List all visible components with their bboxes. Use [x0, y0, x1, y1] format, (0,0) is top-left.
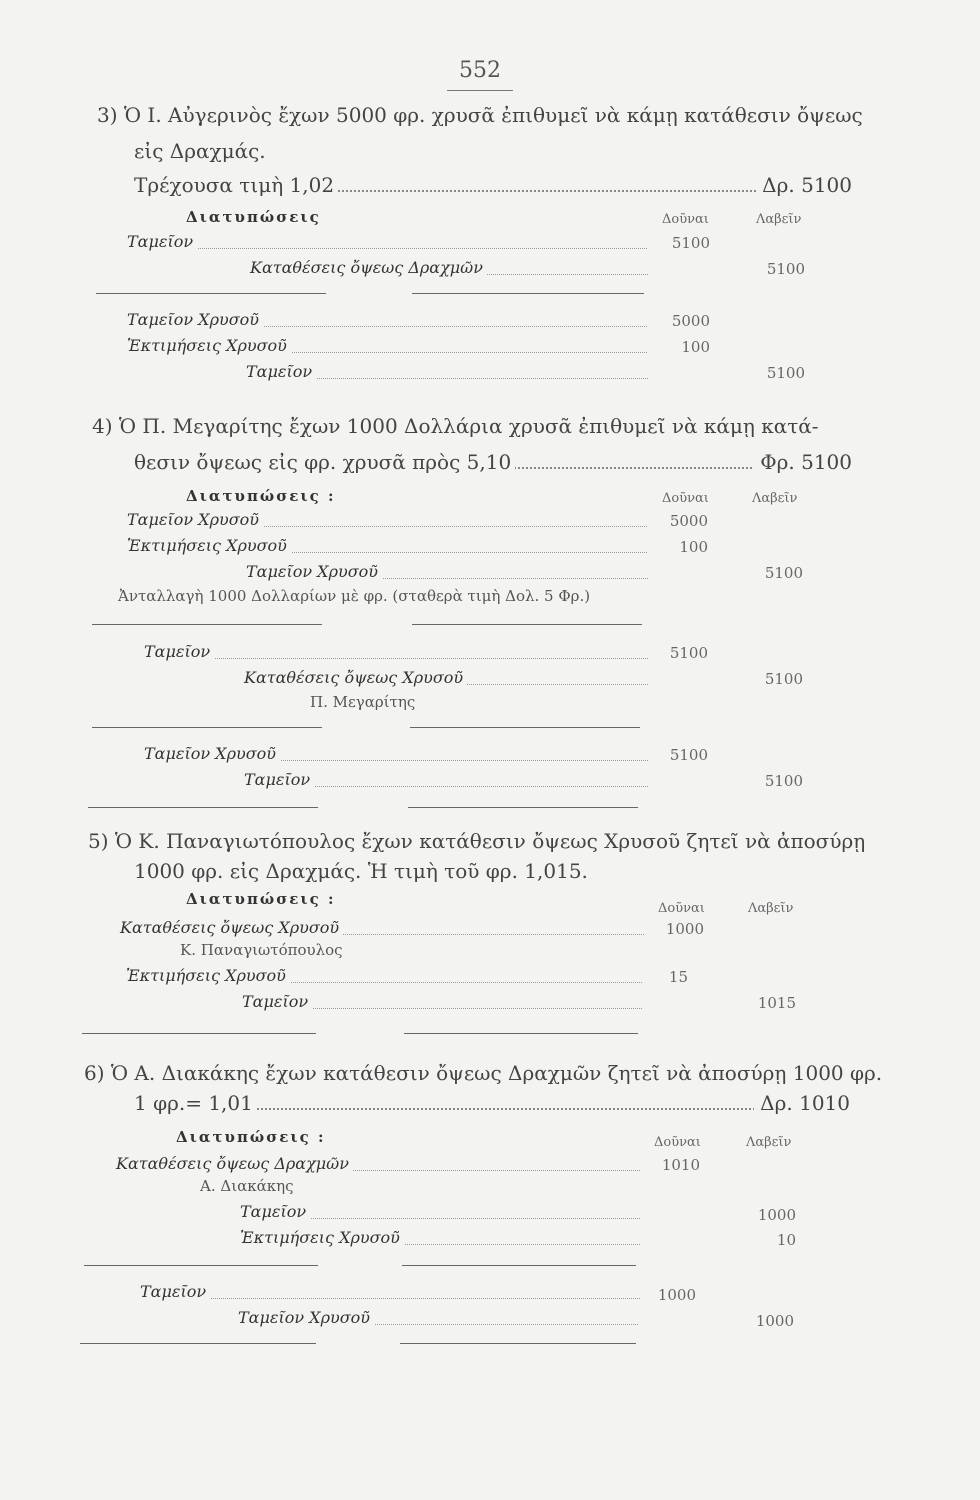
entry-account: Ταμεῖον [244, 770, 314, 789]
entry-credit: 5100 [764, 564, 803, 582]
journal-entry [244, 770, 648, 792]
entry-account: Ταμεῖον [240, 1202, 310, 1221]
column-credit: Λαβεῖν [752, 491, 798, 506]
entry-account: Ταμεῖον Χρυσοῦ [127, 510, 263, 529]
entry-debit: 100 [681, 338, 710, 356]
entry-debit: 5100 [669, 746, 708, 764]
section-4-line-1: 4) Ὁ Π. Μεγαρίτης ἔχων 1000 Δολλάρια χρυσᾶ ἐπιθυμεῖ νὰ κάμῃ κατά- [92, 414, 819, 438]
lead-amount: Φρ. 5100 [754, 449, 852, 475]
entry-account: Ταμεῖον Χρυσοῦ [127, 310, 263, 329]
divider-rule [412, 293, 644, 294]
entry-credit: 5100 [764, 772, 803, 790]
entry-narration: Α. Διακάκης [200, 1177, 294, 1195]
entry-credit: 1015 [757, 994, 796, 1012]
entry-credit: 5100 [766, 260, 805, 278]
entry-debit: 5100 [671, 234, 710, 252]
journal-entry [127, 510, 647, 532]
section-6-line-1: 6) Ὁ Α. Διακάκης ἔχων κατάθεσιν ὄψεως Δραχμῶν ζητεῖ νὰ ἀποσύρῃ 1000 φρ. [84, 1061, 883, 1085]
lead-text: Τρέχουσα τιμὴ 1,02 [134, 173, 338, 197]
entry-credit: 5100 [764, 670, 803, 688]
entry-narration: Κ. Παναγιωτόπουλος [180, 941, 343, 959]
entry-debit: 100 [679, 538, 708, 556]
entry-account: Καταθέσεις ὄψεως Δραχμῶν [250, 258, 487, 277]
journal-entry [144, 642, 648, 664]
column-debit: Δοῦναι [658, 901, 705, 916]
entry-account: Ταμεῖον [144, 642, 214, 661]
section-4-heading: Διατυπώσεις : [186, 487, 336, 505]
lead-amount: Δρ. 5100 [756, 172, 852, 198]
entry-credit: 1000 [755, 1312, 794, 1330]
divider-rule [408, 807, 638, 808]
divider-rule [404, 1033, 638, 1034]
divider-rule [84, 1265, 318, 1266]
column-debit: Δοῦναι [662, 212, 709, 227]
entry-narration: Ἀνταλλαγὴ 1000 Δολλαρίων μὲ φρ. (σταθερὰ τιμὴ Δολ. 5 Φρ.) [118, 587, 591, 605]
journal-entry [127, 536, 647, 558]
entry-debit: 1000 [657, 1286, 696, 1304]
journal-entry [127, 310, 647, 332]
journal-entry [120, 918, 644, 940]
leader-dots [127, 248, 647, 249]
journal-entry [244, 668, 648, 690]
lead-text: θεσιν ὄψεως εἰς φρ. χρυσᾶ πρὸς 5,10 [134, 450, 515, 474]
page-number-underline [447, 90, 513, 91]
entry-credit: 10 [776, 1231, 796, 1249]
section-6-heading: Διατυπώσεις : [176, 1128, 326, 1146]
entry-account: Καταθέσεις ὄψεως Χρυσοῦ [244, 668, 467, 687]
divider-rule [92, 727, 322, 728]
section-3-heading: Διατυπώσεις [186, 208, 321, 226]
entry-debit: 5100 [669, 644, 708, 662]
entry-debit: 15 [668, 968, 688, 986]
lead-amount: Δρ. 1010 [754, 1090, 850, 1116]
entry-account: Ἐκτιμήσεις Χρυσοῦ [127, 336, 291, 355]
entry-debit: 1010 [661, 1156, 700, 1174]
page-number: 552 [459, 58, 501, 83]
column-credit: Λαβεῖν [746, 1135, 792, 1150]
journal-entry [127, 232, 647, 254]
journal-entry [246, 362, 648, 384]
journal-entry [250, 258, 648, 280]
section-3-line-1: 3) Ὁ Ι. Αὐγερινὸς ἔχων 5000 φρ. χρυσᾶ ἐπιθυμεῖ νὰ κάμῃ κατάθεσιν ὄψεως [97, 103, 863, 127]
section-5-line-1: 5) Ὁ Κ. Παναγιωτόπουλος ἔχων κατάθεσιν ὄψεως Χρυσοῦ ζητεῖ νὰ ἀποσύρῃ [88, 829, 866, 853]
divider-rule [92, 624, 322, 625]
journal-entry [144, 744, 648, 766]
lead-text: 1 φρ.= 1,01 [134, 1091, 257, 1115]
divider-rule [410, 727, 640, 728]
section-3-lead-line [134, 172, 852, 198]
entry-debit: 5000 [671, 312, 710, 330]
section-6-lead-line [134, 1090, 850, 1116]
journal-entry [240, 1228, 640, 1250]
leader-dots [144, 658, 648, 659]
journal-entry [242, 992, 642, 1014]
entry-narration: Π. Μεγαρίτης [310, 693, 416, 711]
entry-account: Ταμεῖον Χρυσοῦ [246, 562, 382, 581]
journal-entry [240, 1202, 640, 1224]
divider-rule [412, 624, 642, 625]
column-credit: Λαβεῖν [756, 212, 802, 227]
journal-entry [140, 1282, 640, 1304]
entry-credit: 5100 [766, 364, 805, 382]
entry-account: Ταμεῖον [127, 232, 197, 251]
divider-rule [80, 1343, 316, 1344]
entry-credit: 1000 [757, 1206, 796, 1224]
section-4-lead-line [134, 449, 852, 475]
divider-rule [400, 1343, 636, 1344]
divider-rule [402, 1265, 636, 1266]
leader-dots [140, 1298, 640, 1299]
column-debit: Δοῦναι [654, 1135, 701, 1150]
divider-rule [96, 293, 326, 294]
entry-account: Ἐκτιμήσεις Χρυσοῦ [240, 1228, 404, 1247]
entry-debit: 5000 [669, 512, 708, 530]
section-3-line-2: εἰς Δραχμάς. [134, 139, 266, 163]
entry-account: Ταμεῖον [140, 1282, 210, 1301]
entry-debit: 1000 [665, 920, 704, 938]
entry-account: Καταθέσεις ὄψεως Χρυσοῦ [120, 918, 343, 937]
journal-entry [238, 1308, 638, 1330]
column-credit: Λαβεῖν [748, 901, 794, 916]
entry-account: Ταμεῖον [246, 362, 316, 381]
entry-account: Ταμεῖον Χρυσοῦ [144, 744, 280, 763]
entry-account: Ἐκτιμήσεις Χρυσοῦ [127, 536, 291, 555]
divider-rule [88, 807, 318, 808]
journal-entry [126, 966, 642, 988]
column-debit: Δοῦναι [662, 491, 709, 506]
entry-account: Ἐκτιμήσεις Χρυσοῦ [126, 966, 290, 985]
journal-entry [127, 336, 647, 358]
divider-rule [82, 1033, 316, 1034]
entry-account: Ταμεῖον [242, 992, 312, 1011]
journal-entry [246, 562, 648, 584]
section-5-heading: Διατυπώσεις : [186, 890, 336, 908]
journal-entry [116, 1154, 640, 1176]
entry-account: Ταμεῖον Χρυσοῦ [238, 1308, 374, 1327]
section-5-line-2: 1000 φρ. εἰς Δραχμάς. Ἡ τιμὴ τοῦ φρ. 1,015. [134, 859, 588, 883]
entry-account: Καταθέσεις ὄψεως Δραχμῶν [116, 1154, 353, 1173]
